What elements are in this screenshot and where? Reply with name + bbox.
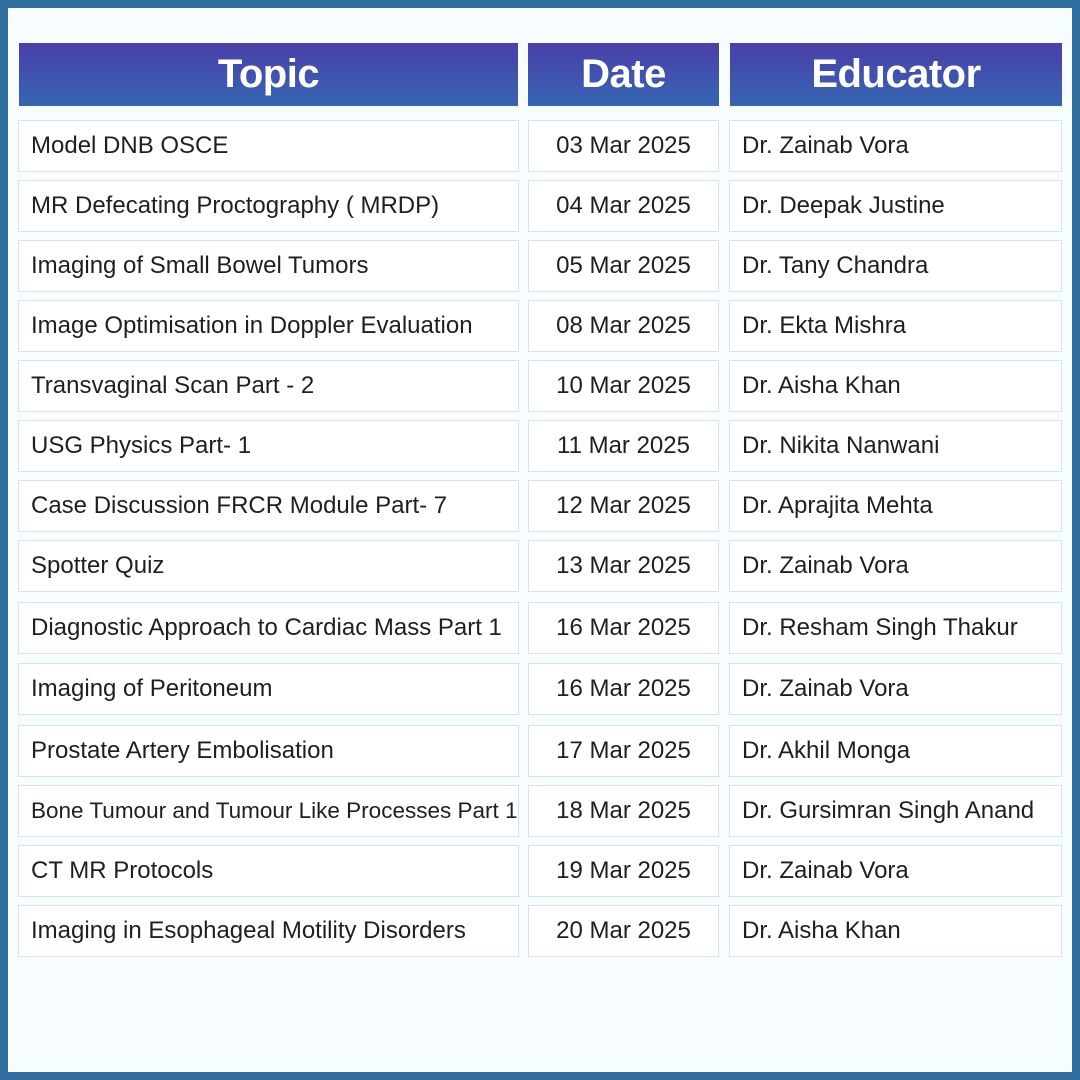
educator-cell: Dr. Tany Chandra [729,240,1062,292]
topic-cell: Case Discussion FRCR Module Part- 7 [18,480,519,532]
header-educator: Educator [730,43,1062,106]
topic-cell: Imaging of Small Bowel Tumors [18,240,519,292]
date-cell: 03 Mar 2025 [528,120,719,172]
educator-cell: Dr. Zainab Vora [729,845,1062,897]
educator-cell: Dr. Zainab Vora [729,663,1062,715]
header-topic: Topic [19,43,518,106]
educator-cell: Dr. Zainab Vora [729,120,1062,172]
header-date: Date [528,43,719,106]
topic-cell: Prostate Artery Embolisation [18,725,519,777]
date-cell: 18 Mar 2025 [528,785,719,837]
date-cell: 10 Mar 2025 [528,360,719,412]
educator-cell: Dr. Deepak Justine [729,180,1062,232]
date-cell: 16 Mar 2025 [528,602,719,654]
topic-cell: CT MR Protocols [18,845,519,897]
educator-cell: Dr. Nikita Nanwani [729,420,1062,472]
educator-cell: Dr. Gursimran Singh Anand [729,785,1062,837]
date-cell: 04 Mar 2025 [528,180,719,232]
date-cell: 12 Mar 2025 [528,480,719,532]
topic-cell: USG Physics Part- 1 [18,420,519,472]
date-cell: 20 Mar 2025 [528,905,719,957]
topic-cell: Spotter Quiz [18,540,519,592]
educator-cell: Dr. Akhil Monga [729,725,1062,777]
topic-cell: Transvaginal Scan Part - 2 [18,360,519,412]
topic-cell: Image Optimisation in Doppler Evaluation [18,300,519,352]
educator-cell: Dr. Ekta Mishra [729,300,1062,352]
date-cell: 19 Mar 2025 [528,845,719,897]
date-cell: 11 Mar 2025 [528,420,719,472]
date-cell: 05 Mar 2025 [528,240,719,292]
date-cell: 17 Mar 2025 [528,725,719,777]
educator-cell: Dr. Aisha Khan [729,905,1062,957]
educator-cell: Dr. Resham Singh Thakur [729,602,1062,654]
topic-cell: Diagnostic Approach to Cardiac Mass Part 1 [18,602,519,654]
educator-cell: Dr. Zainab Vora [729,540,1062,592]
topic-cell: Imaging of Peritoneum [18,663,519,715]
date-cell: 08 Mar 2025 [528,300,719,352]
topic-cell: Imaging in Esophageal Motility Disorders [18,905,519,957]
educator-cell: Dr. Aisha Khan [729,360,1062,412]
topic-cell: MR Defecating Proctography ( MRDP) [18,180,519,232]
educator-cell: Dr. Aprajita Mehta [729,480,1062,532]
topic-cell: Model DNB OSCE [18,120,519,172]
date-cell: 13 Mar 2025 [528,540,719,592]
topic-cell: Bone Tumour and Tumour Like Processes Part 1 [18,785,519,837]
date-cell: 16 Mar 2025 [528,663,719,715]
